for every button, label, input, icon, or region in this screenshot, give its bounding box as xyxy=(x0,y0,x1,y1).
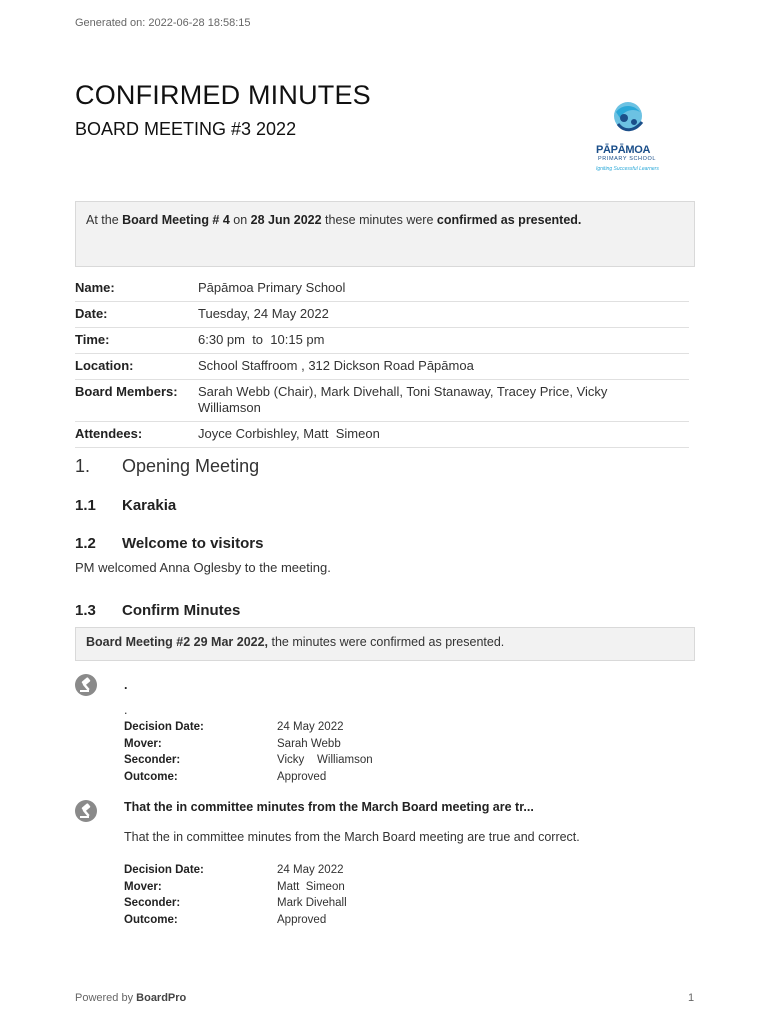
field-value: Vicky Williamson xyxy=(277,754,373,766)
meeting-details-table xyxy=(75,276,689,448)
footer-brand[interactable]: BoardPro xyxy=(136,992,187,1004)
field-value: Matt Simeon xyxy=(277,880,345,893)
logo-sub: PRIMARY SCHOOL xyxy=(598,156,657,162)
field-label: Mover: xyxy=(124,880,162,893)
detail-label: Time: xyxy=(75,332,110,347)
confirm-date: 28 Jun 2022 xyxy=(250,213,322,227)
gavel-icon xyxy=(75,674,97,696)
document-title: CONFIRMED MINUTES xyxy=(75,80,371,110)
generated-timestamp: Generated on: 2022-06-28 18:58:15 xyxy=(75,17,251,29)
item-number: 1.3 xyxy=(75,602,96,619)
detail-label: Board Members: xyxy=(75,384,178,399)
detail-row-name xyxy=(75,276,689,302)
field-row xyxy=(124,914,347,931)
field-value: Approved xyxy=(277,913,327,926)
motion-title: . xyxy=(124,678,128,692)
detail-row-board-members xyxy=(75,380,689,422)
detail-value: Sarah Webb (Chair), Mark Divehall, Toni Stanaway, Tracey Price, Vicky Williamson xyxy=(198,384,608,415)
field-label: Outcome: xyxy=(124,913,178,926)
field-row xyxy=(124,864,347,881)
field-label: Decision Date: xyxy=(124,864,204,876)
field-row xyxy=(124,721,373,738)
detail-row-date xyxy=(75,302,689,328)
detail-row-time xyxy=(75,328,689,354)
field-label: Seconder: xyxy=(124,754,181,766)
item-title: Confirm Minutes xyxy=(122,602,241,619)
confirm-status: confirmed as presented. xyxy=(436,213,582,227)
detail-row-location xyxy=(75,354,689,380)
detail-value: Tuesday, 24 May 2022 xyxy=(198,306,329,321)
item-number: 1.1 xyxy=(75,497,96,514)
detail-value: 6:30 pm to 10:15 pm xyxy=(198,332,325,347)
detail-label: Location: xyxy=(75,358,134,373)
item-heading-welcome xyxy=(75,535,263,552)
field-row xyxy=(124,881,347,898)
page-number: 1 xyxy=(688,992,695,1004)
detail-label: Attendees: xyxy=(75,426,143,441)
motion-fields xyxy=(124,864,347,930)
field-value: Sarah Webb xyxy=(277,737,341,750)
motion-fields xyxy=(124,721,373,787)
field-label: Outcome: xyxy=(124,770,178,783)
motion-title: That the in committee minutes from the March Board meeting are tr... xyxy=(124,800,534,814)
detail-label: Name: xyxy=(75,280,115,295)
field-row xyxy=(124,897,347,914)
detail-label: Date: xyxy=(75,306,108,321)
footer-powered-text: Powered by xyxy=(75,992,137,1004)
item-title: Karakia xyxy=(122,497,177,514)
document-subtitle: BOARD MEETING #3 2022 xyxy=(75,119,297,139)
detail-value: Joyce Corbishley, Matt Simeon xyxy=(198,426,380,441)
confirm-meeting: Board Meeting # 4 xyxy=(122,213,230,227)
motion-text: . xyxy=(124,703,128,717)
school-logo xyxy=(588,98,670,178)
confirm-pre: At the xyxy=(86,213,123,227)
minutes-confirmed-box xyxy=(75,627,695,661)
detail-value: School Staffroom , 312 Dickson Road Pāpāmoa xyxy=(198,358,474,373)
field-row xyxy=(124,771,373,788)
section-title: Opening Meeting xyxy=(122,456,260,476)
motion-text: That the in committee minutes from the March Board meeting are true and correct. xyxy=(124,830,580,844)
item-heading-karakia xyxy=(75,497,176,514)
logo-tagline: Igniting Successful Learners xyxy=(596,166,659,172)
item-heading-confirm-minutes xyxy=(75,602,240,619)
field-value: Mark Divehall xyxy=(277,897,347,909)
section-heading xyxy=(75,456,259,477)
footer-powered-by xyxy=(75,992,186,1004)
field-value: 24 May 2022 xyxy=(277,864,344,876)
confirm-mid: these minutes were xyxy=(321,213,437,227)
field-label: Seconder: xyxy=(124,897,181,909)
confirm-on: on xyxy=(229,213,251,227)
field-row xyxy=(124,754,373,771)
minute-box-rest: the minutes were confirmed as presented. xyxy=(268,635,505,649)
section-number: 1. xyxy=(75,456,91,476)
field-row xyxy=(124,738,373,755)
minute-box-bold: Board Meeting #2 29 Mar 2022, xyxy=(86,635,269,649)
item-number: 1.2 xyxy=(75,535,96,552)
confirmation-banner xyxy=(75,201,695,267)
logo-name: PĀPĀMOA xyxy=(596,144,651,156)
detail-row-attendees xyxy=(75,422,689,448)
field-label: Mover: xyxy=(124,737,162,750)
field-value: Approved xyxy=(277,770,327,783)
item-title: Welcome to visitors xyxy=(122,535,264,552)
field-label: Decision Date: xyxy=(124,721,204,733)
detail-value: Pāpāmoa Primary School xyxy=(198,280,346,295)
field-value: 24 May 2022 xyxy=(277,721,344,733)
gavel-icon xyxy=(75,800,97,822)
item-text-welcome: PM welcomed Anna Oglesby to the meeting. xyxy=(75,560,331,575)
